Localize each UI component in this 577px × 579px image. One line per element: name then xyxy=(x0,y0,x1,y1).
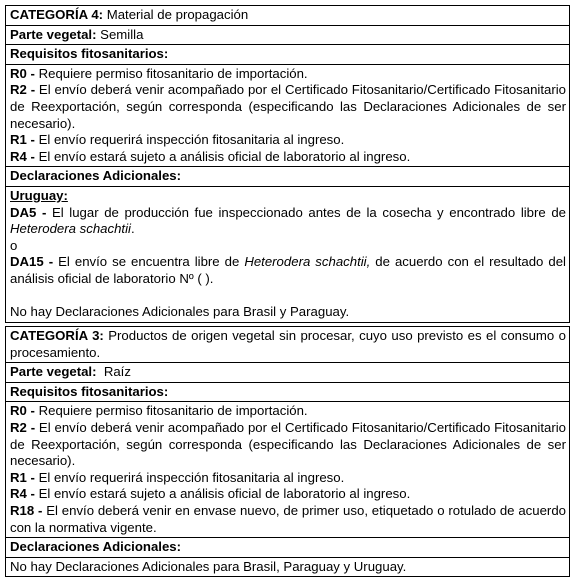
requirements-header: Requisitos fitosanitarios: xyxy=(10,46,169,62)
requirement-text: El envío deberá venir acompañado por el Certificado Fitosanitario/Certificado Fitosanitario de Reexportación, según corresponda (especificando las Declaraciones Adicionales de ser necesario). xyxy=(10,82,566,131)
requirement-item xyxy=(10,149,566,166)
no-declarations-note: No hay Declaraciones Adicionales para Brasil y Paraguay. xyxy=(10,304,350,320)
requirement-item xyxy=(10,403,566,420)
requirement-code: R0 - xyxy=(10,403,35,419)
requirement-text: El envío deberá venir en envase nuevo, de primer uso, etiquetado o rotulado de acuerdo con la normativa vigente. xyxy=(10,502,566,535)
requirement-code: R1 - xyxy=(10,469,35,485)
requirement-item xyxy=(10,82,566,132)
requirement-code: R1 - xyxy=(10,132,35,148)
declaration-end: . xyxy=(130,221,135,237)
declaration-text: El envío se encuentra libre de xyxy=(53,254,245,270)
declaration-code: DA15 - xyxy=(10,254,54,270)
category-text: Material de propagación xyxy=(103,7,249,22)
category-4-row xyxy=(6,6,569,26)
plant-part-value: Raíz xyxy=(96,364,131,380)
requirement-text: Requiere permiso fitosanitario de importación. xyxy=(34,403,308,419)
additional-declarations-header-row xyxy=(6,538,569,558)
requirement-text: El envío requerirá inspección fitosanitaria al ingreso. xyxy=(34,469,345,485)
requirements-header-row xyxy=(6,383,569,403)
additional-declarations-header: Declaraciones Adicionales: xyxy=(10,168,182,184)
requirement-code: R2 - xyxy=(10,82,36,98)
requirement-code: R2 - xyxy=(10,419,36,435)
plant-part-value: Semilla xyxy=(96,26,144,42)
country-label: Uruguay: xyxy=(10,187,68,203)
requirements-list xyxy=(6,402,569,538)
requirement-code: R18 - xyxy=(10,502,43,518)
requirement-item xyxy=(10,420,566,470)
additional-declarations-body xyxy=(6,558,569,577)
requirement-text: El envío deberá venir acompañado por el Certificado Fitosanitario/Certificado Fitosanitario de Reexportación, según corresponda (especificando las Declaraciones Adicionales de ser necesario). xyxy=(10,419,566,469)
category-3-row xyxy=(6,327,569,363)
category-4-table xyxy=(5,5,570,323)
additional-declarations-header: Declaraciones Adicionales: xyxy=(10,539,182,555)
requirement-code: R0 - xyxy=(10,65,35,81)
requirement-text: El envío estará sujeto a análisis oficial de laboratorio al ingreso. xyxy=(34,486,411,502)
plant-part-row xyxy=(6,26,569,46)
species-name: Heterodera schachtii, xyxy=(244,254,371,270)
declaration-end: de acuerdo con el resultado del análisis oficial de laboratorio Nº ( ). xyxy=(10,254,566,286)
plant-part-row xyxy=(6,363,569,383)
requirement-item xyxy=(10,470,566,487)
requirement-text: El envío requerirá inspección fitosanitaria al ingreso. xyxy=(34,132,345,148)
requirements-header: Requisitos fitosanitarios: xyxy=(10,383,169,399)
declaration-text: El lugar de producción fue inspeccionado antes de la cosecha y encontrado libre de xyxy=(46,204,566,220)
requirement-code: R4 - xyxy=(10,148,35,164)
spacer xyxy=(10,288,566,305)
requirements-list xyxy=(6,65,569,168)
additional-declarations-header-row xyxy=(6,167,569,187)
species-name: Heterodera schachtii xyxy=(10,221,131,237)
declaration-da5 xyxy=(10,205,566,238)
plant-part-label: Parte vegetal: xyxy=(10,364,97,380)
requirement-item xyxy=(10,503,566,536)
category-text: Productos de origen vegetal sin procesar, cuyo uso previsto es el consumo o procesamiento. xyxy=(10,328,566,360)
no-declarations-note: No hay Declaraciones Adicionales para Brasil, Paraguay y Uruguay. xyxy=(10,558,407,574)
requirement-item xyxy=(10,132,566,149)
requirement-code: R4 - xyxy=(10,486,35,502)
requirement-item xyxy=(10,486,566,503)
category-label: CATEGORÍA 3: xyxy=(10,328,104,343)
requirements-header-row xyxy=(6,45,569,65)
plant-part-label: Parte vegetal: xyxy=(10,26,97,42)
declaration-da15 xyxy=(10,254,566,287)
category-label: CATEGORÍA 4: xyxy=(10,7,104,22)
category-3-table xyxy=(5,326,570,577)
requirement-text: El envío estará sujeto a análisis oficial de laboratorio al ingreso. xyxy=(34,148,411,164)
declaration-code: DA5 - xyxy=(10,204,47,220)
additional-declarations-body xyxy=(6,187,569,322)
requirement-text: Requiere permiso fitosanitario de importación. xyxy=(34,65,308,81)
or-text: o xyxy=(10,237,18,253)
requirement-item xyxy=(10,66,566,83)
